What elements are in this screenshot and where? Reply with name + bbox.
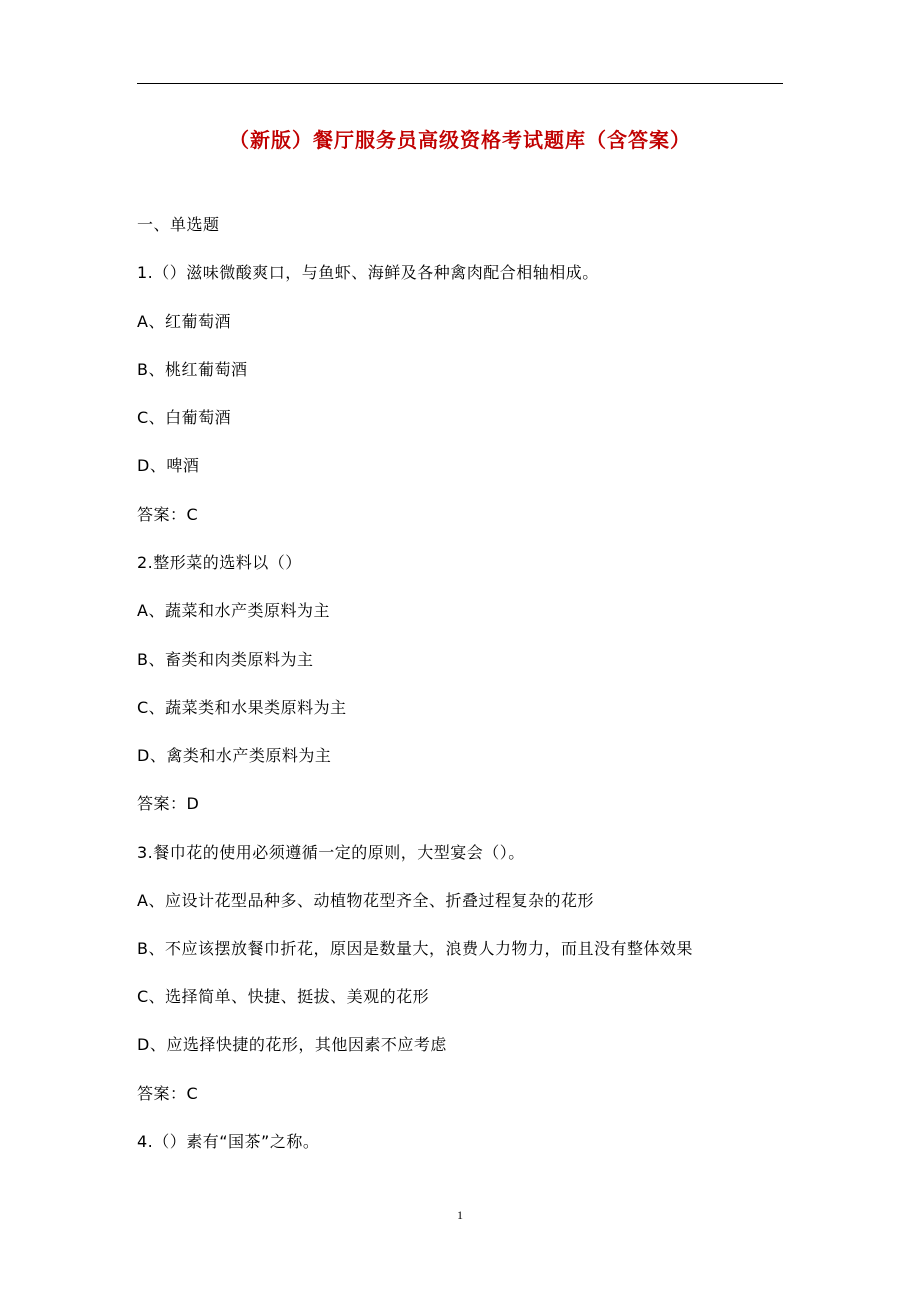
document-title: （新版）餐厅服务员高级资格考试题库（含答案） xyxy=(229,128,691,152)
question-2-stem: 2.整形菜的选料以（） xyxy=(137,553,302,572)
question-2-answer: 答案：D xyxy=(137,794,200,813)
question-2-option-d: D、禽类和水产类原料为主 xyxy=(137,746,332,765)
question-3-option-d: D、应选择快捷的花形，其他因素不应考虑 xyxy=(137,1035,447,1054)
question-3-option-a: A、应设计花型品种多、动植物花型齐全、折叠过程复杂的花形 xyxy=(137,891,594,910)
section-heading: 一、单选题 xyxy=(137,215,220,234)
question-3-stem: 3.餐巾花的使用必须遵循一定的原则，大型宴会（）。 xyxy=(137,843,525,862)
question-3-option-c: C、选择简单、快捷、挺拔、美观的花形 xyxy=(137,987,430,1006)
question-1-stem: 1.（）滋味微酸爽口，与鱼虾、海鲜及各种禽肉配合相轴相成。 xyxy=(137,263,599,282)
question-1-option-d: D、啤酒 xyxy=(137,456,200,475)
question-3-answer: 答案：C xyxy=(137,1084,199,1103)
question-2-option-c: C、蔬菜类和水果类原料为主 xyxy=(137,698,347,717)
question-1-answer: 答案：C xyxy=(137,505,199,524)
question-1-option-c: C、白葡萄酒 xyxy=(137,408,232,427)
question-2-option-a: A、蔬菜和水产类原料为主 xyxy=(137,601,330,620)
question-2-option-b: B、畜类和肉类原料为主 xyxy=(137,650,314,669)
question-1-option-b: B、桃红葡萄酒 xyxy=(137,360,248,379)
page-number: 1 xyxy=(457,1208,463,1222)
header-rule xyxy=(137,83,783,84)
question-4-stem: 4.（）素有“国茶”之称。 xyxy=(137,1132,320,1151)
question-3-option-b: B、不应该摆放餐巾折花，原因是数量大，浪费人力物力，而且没有整体效果 xyxy=(137,939,693,958)
question-1-option-a: A、红葡萄酒 xyxy=(137,312,231,331)
